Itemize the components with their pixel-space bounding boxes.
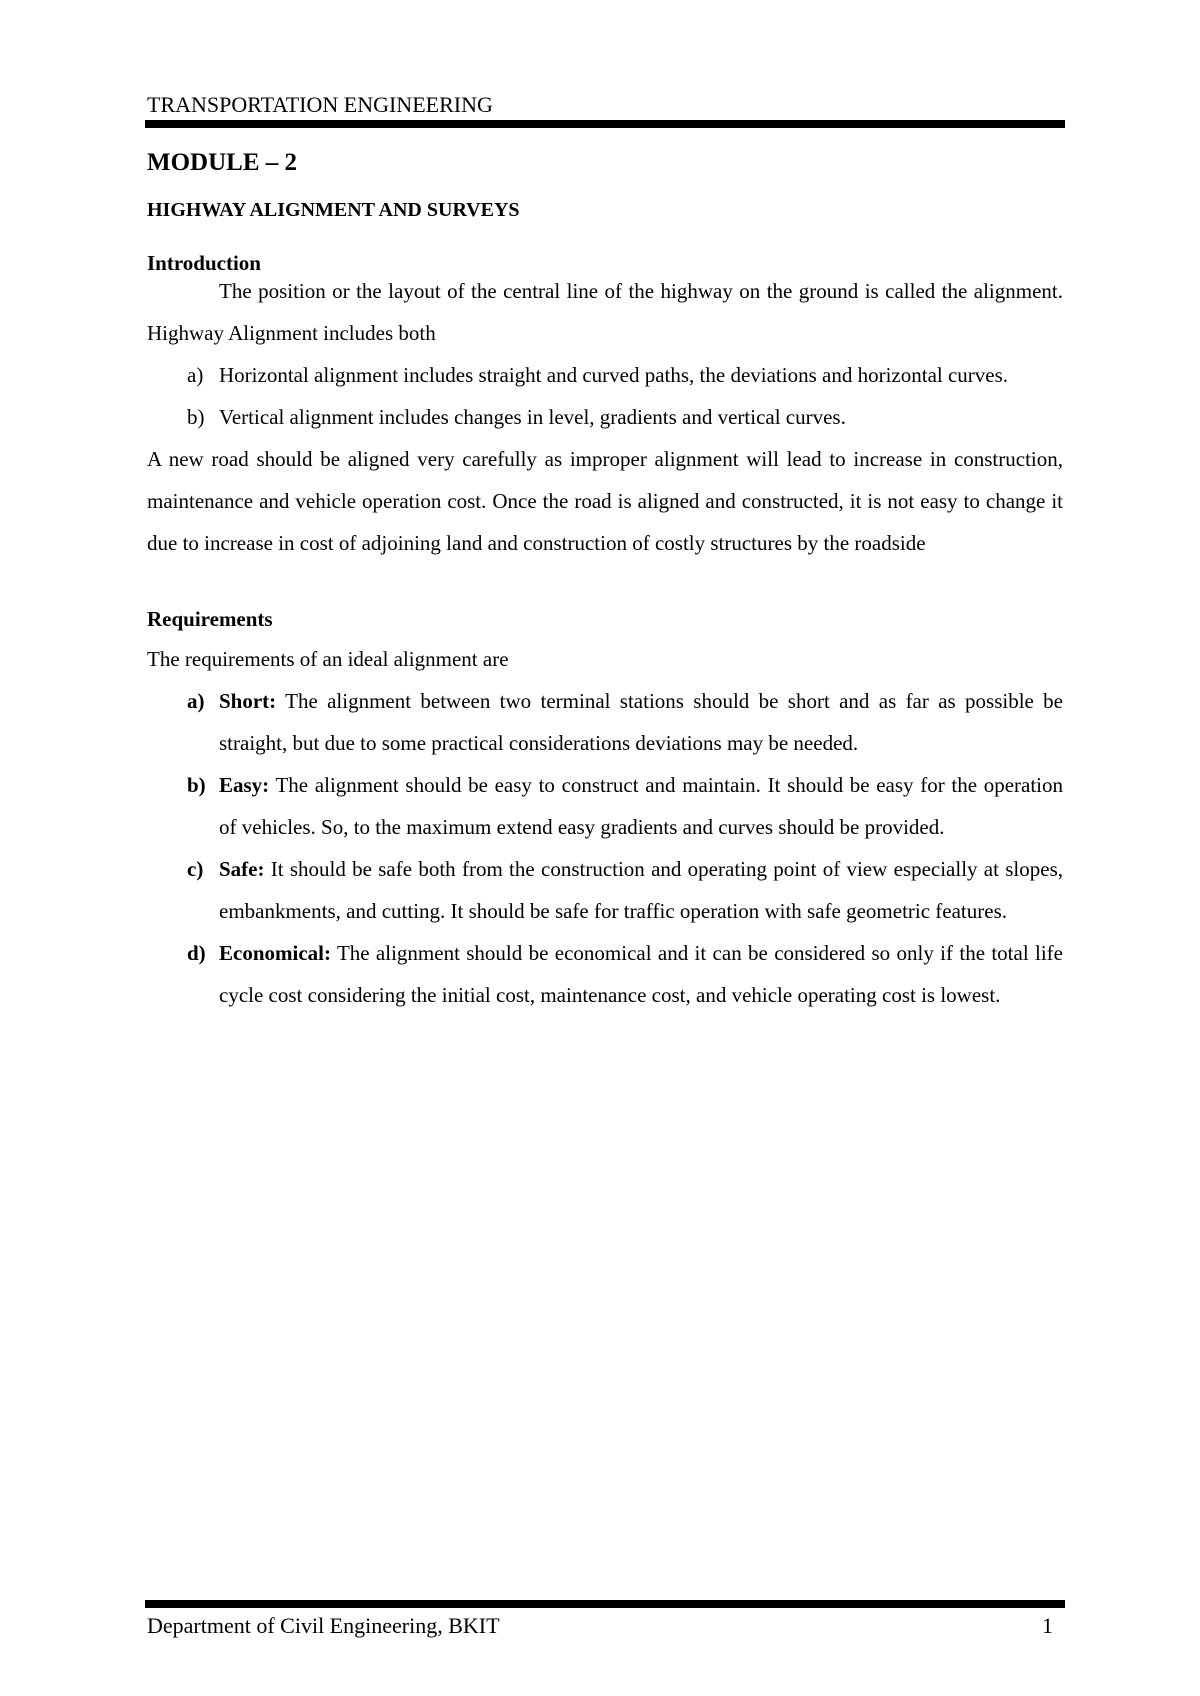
list-marker: a): [187, 689, 205, 713]
requirement-text: The alignment should be economical and it can be considered so only if the total life cycle cost considering the initial cost, maintenance cost, and vehicle operating cost is lowest.: [219, 941, 1063, 1007]
requirements-intro: The requirements of an ideal alignment are: [147, 647, 509, 671]
introduction-heading: Introduction: [147, 251, 261, 275]
footer-department: Department of Civil Engineering, BKIT: [147, 1613, 500, 1638]
requirement-term: Economical:: [219, 941, 331, 965]
list-item-text: Horizontal alignment includes straight and curved paths, the deviations and horizontal curves.: [219, 363, 1009, 387]
header-rule: [145, 120, 1065, 128]
list-marker: d): [187, 941, 206, 965]
footer-rule: [145, 1600, 1065, 1608]
requirement-text: The alignment should be easy to construct and maintain. It should be easy for the operation of vehicles. So, to the maximum extend easy gradients and curves should be provided.: [219, 773, 1063, 839]
page-body: [147, 148, 1063, 1016]
requirement-term: Safe:: [219, 857, 265, 881]
list-item-text: Vertical alignment includes changes in level, gradients and vertical curves.: [219, 405, 846, 429]
list-marker: b): [187, 405, 205, 429]
introduction-closing-paragraph: A new road should be aligned very carefully as improper alignment will lead to increase in construction, maintenance and vehicle operation cost. Once the road is aligned and constructed, it is not easy to change it due to increase in cost of adjoining land and construction of costly structures by the roadside: [147, 447, 1063, 555]
requirement-text: The alignment between two terminal stations should be short and as far as possible be straight, but due to some practical considerations deviations may be needed.: [219, 689, 1063, 755]
list-marker: c): [187, 857, 204, 881]
list-item: [147, 396, 1063, 438]
list-marker: b): [187, 773, 206, 797]
list-marker: a): [187, 363, 204, 387]
module-title: MODULE – 2: [147, 149, 297, 176]
list-item: [147, 932, 1063, 1016]
chapter-title: HIGHWAY ALIGNMENT AND SURVEYS: [147, 199, 520, 221]
list-item: [147, 764, 1063, 848]
requirements-heading: Requirements: [147, 607, 273, 631]
requirement-term: Easy:: [219, 773, 270, 797]
alignment-types-list: [147, 354, 1063, 438]
requirement-term: Short:: [219, 689, 277, 713]
running-header: TRANSPORTATION ENGINEERING: [147, 92, 493, 117]
list-item: [147, 680, 1063, 764]
page-number: 1: [1042, 1613, 1053, 1638]
requirement-text: It should be safe both from the construction and operating point of view especially at slopes, embankments, and cutting. It should be safe for traffic operation with safe geometric features.: [219, 857, 1063, 923]
requirements-list: [147, 680, 1063, 1016]
introduction-paragraph: The position or the layout of the central line of the highway on the ground is called the alignment. Highway Alignment includes both: [147, 279, 1063, 345]
list-item: [147, 848, 1063, 932]
list-item: [147, 354, 1063, 396]
